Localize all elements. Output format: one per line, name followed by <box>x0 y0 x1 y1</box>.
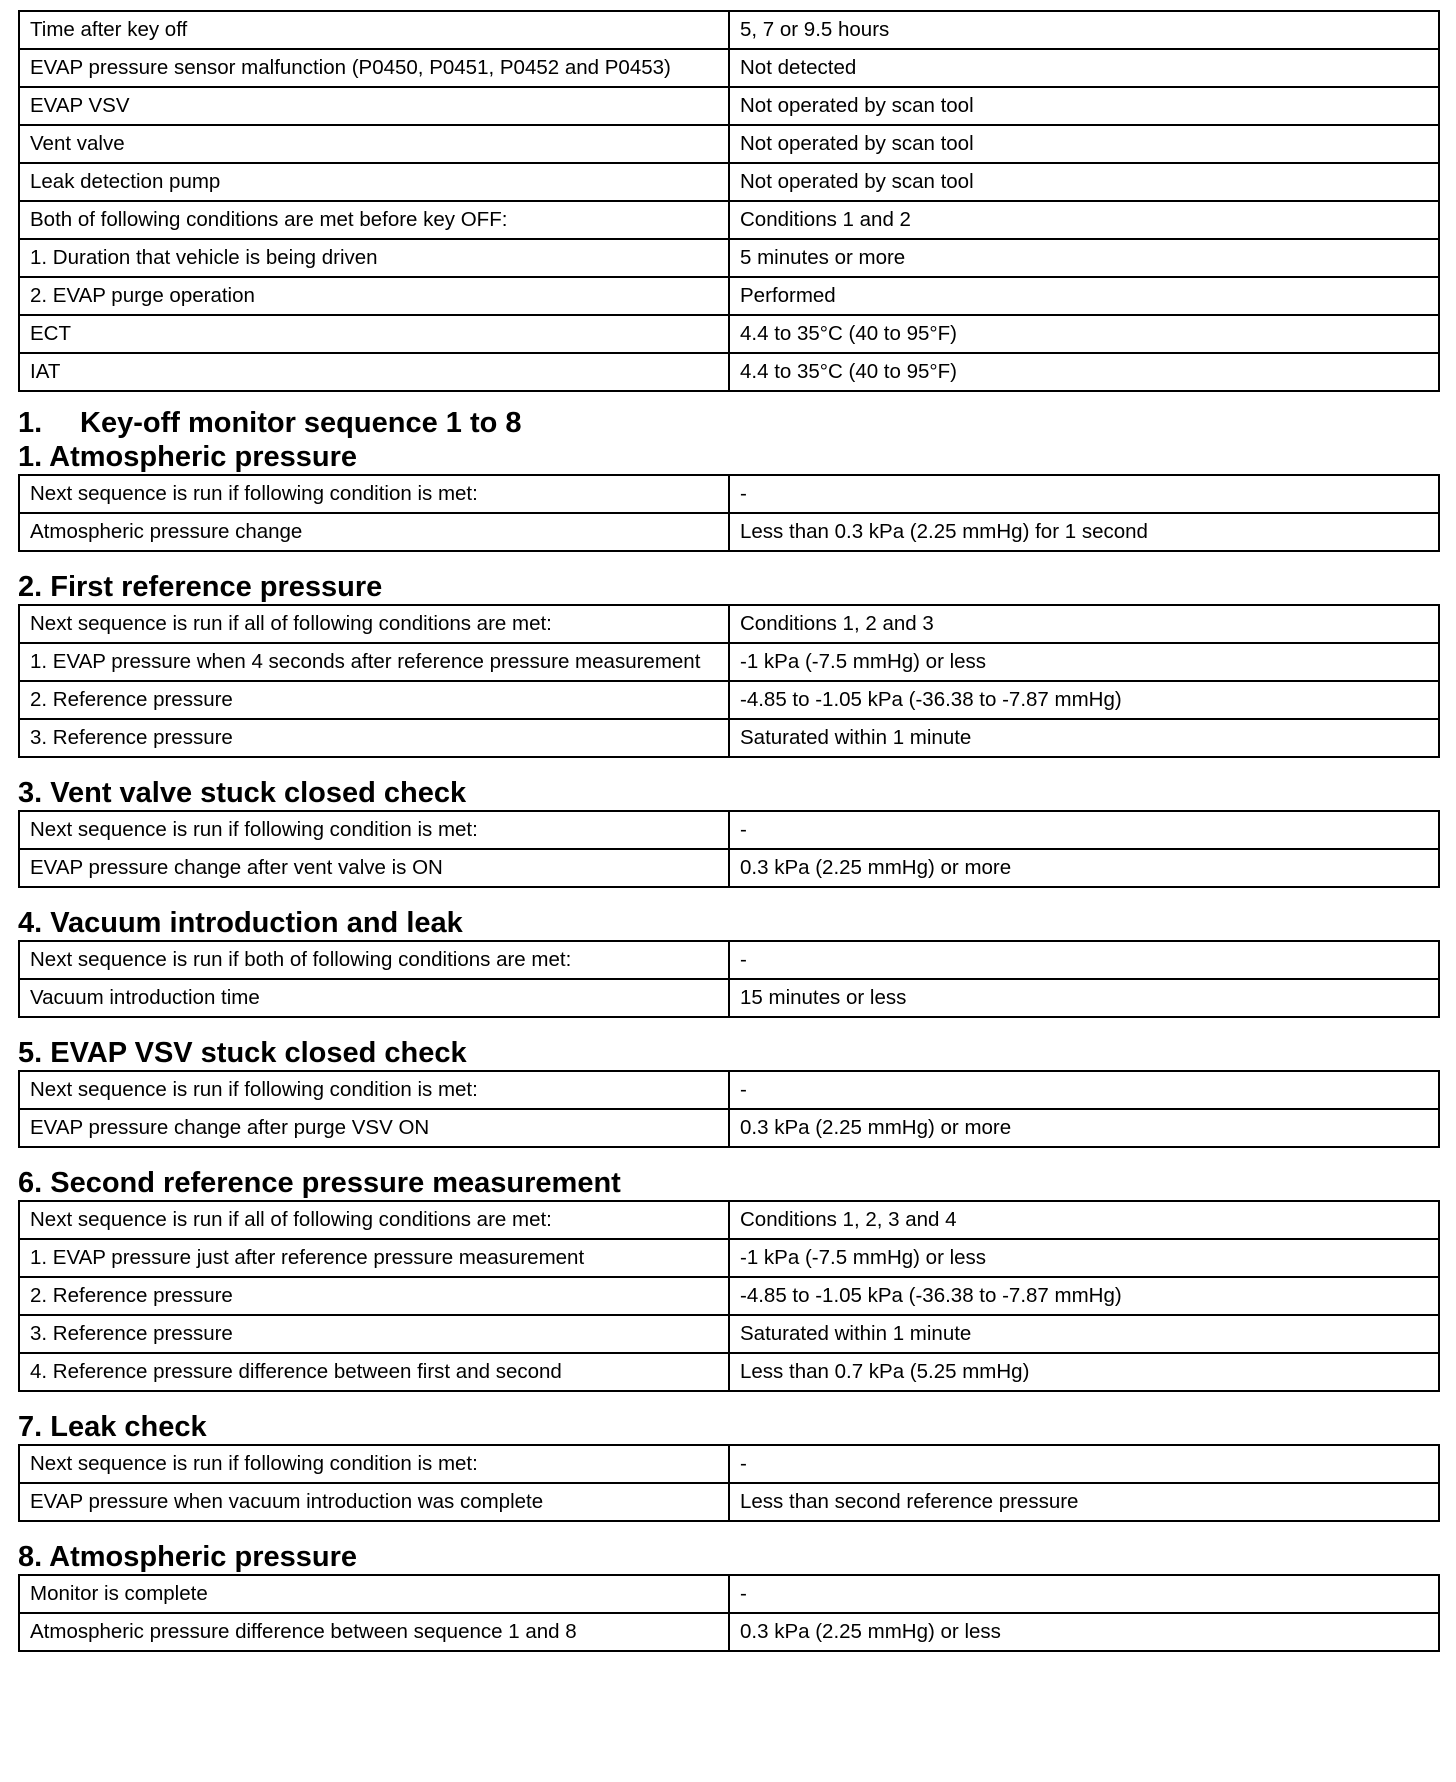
table-row <box>19 1239 1439 1277</box>
section-table <box>18 1070 1440 1148</box>
table-row <box>19 941 1439 979</box>
section-table <box>18 940 1440 1018</box>
table-row <box>19 353 1439 391</box>
section-table <box>18 1200 1440 1392</box>
condition-cell: Next sequence is run if following condition is met: <box>19 1445 729 1483</box>
condition-cell: Next sequence is run if all of following conditions are met: <box>19 605 729 643</box>
value-cell: Performed <box>729 277 1439 315</box>
value-cell: Conditions 1, 2, 3 and 4 <box>729 1201 1439 1239</box>
table-row <box>19 49 1439 87</box>
condition-cell: Next sequence is run if following condition is met: <box>19 811 729 849</box>
value-cell: Not operated by scan tool <box>729 163 1439 201</box>
section-table <box>18 474 1440 552</box>
condition-cell: Next sequence is run if following condition is met: <box>19 1071 729 1109</box>
condition-cell: 2. Reference pressure <box>19 1277 729 1315</box>
condition-cell: EVAP pressure sensor malfunction (P0450, P0451, P0452 and P0453) <box>19 49 729 87</box>
table-row <box>19 811 1439 849</box>
condition-cell: Vent valve <box>19 125 729 163</box>
value-cell: 0.3 kPa (2.25 mmHg) or more <box>729 849 1439 887</box>
condition-cell: Next sequence is run if both of following conditions are met: <box>19 941 729 979</box>
condition-cell: IAT <box>19 353 729 391</box>
table-row <box>19 979 1439 1017</box>
spacer <box>18 1522 1440 1540</box>
condition-cell: 3. Reference pressure <box>19 1315 729 1353</box>
table-row <box>19 1445 1439 1483</box>
table-row <box>19 1353 1439 1391</box>
value-cell: 5, 7 or 9.5 hours <box>729 11 1439 49</box>
spacer <box>18 888 1440 906</box>
document-page <box>18 10 1440 1652</box>
condition-cell: EVAP VSV <box>19 87 729 125</box>
section-table <box>18 1444 1440 1522</box>
condition-cell: Atmospheric pressure change <box>19 513 729 551</box>
condition-cell: EVAP pressure when vacuum introduction was complete <box>19 1483 729 1521</box>
value-cell: Not detected <box>729 49 1439 87</box>
value-cell: -4.85 to -1.05 kPa (-36.38 to -7.87 mmHg) <box>729 681 1439 719</box>
table-row <box>19 1071 1439 1109</box>
main-heading-text: Key-off monitor sequence 1 to 8 <box>80 407 522 439</box>
value-cell: - <box>729 941 1439 979</box>
spacer <box>18 552 1440 570</box>
table-row <box>19 277 1439 315</box>
value-cell: Not operated by scan tool <box>729 125 1439 163</box>
table-row <box>19 163 1439 201</box>
value-cell: - <box>729 1445 1439 1483</box>
value-cell: - <box>729 811 1439 849</box>
condition-cell: 1. EVAP pressure just after reference pressure measurement <box>19 1239 729 1277</box>
value-cell: Less than second reference pressure <box>729 1483 1439 1521</box>
section-title: 1. Atmospheric pressure <box>18 441 357 473</box>
table-row <box>19 681 1439 719</box>
condition-cell: 2. EVAP purge operation <box>19 277 729 315</box>
value-cell: Less than 0.7 kPa (5.25 mmHg) <box>729 1353 1439 1391</box>
section-title: 8. Atmospheric pressure <box>18 1541 357 1573</box>
value-cell: Not operated by scan tool <box>729 87 1439 125</box>
condition-cell: 2. Reference pressure <box>19 681 729 719</box>
value-cell: - <box>729 1575 1439 1613</box>
table-row <box>19 1613 1439 1651</box>
section-title: 5. EVAP VSV stuck closed check <box>18 1037 467 1069</box>
section-table <box>18 810 1440 888</box>
main-heading-number: 1. <box>18 407 43 439</box>
condition-cell: EVAP pressure change after vent valve is ON <box>19 849 729 887</box>
value-cell: 4.4 to 35°C (40 to 95°F) <box>729 353 1439 391</box>
section-table <box>18 1574 1440 1652</box>
main-heading <box>18 406 1440 440</box>
condition-cell: 1. Duration that vehicle is being driven <box>19 239 729 277</box>
table-row <box>19 719 1439 757</box>
table-row <box>19 87 1439 125</box>
condition-cell: EVAP pressure change after purge VSV ON <box>19 1109 729 1147</box>
value-cell: - <box>729 1071 1439 1109</box>
table-row <box>19 1201 1439 1239</box>
table-row <box>19 201 1439 239</box>
condition-cell: Time after key off <box>19 11 729 49</box>
condition-cell: ECT <box>19 315 729 353</box>
preconditions-table <box>18 10 1440 392</box>
spacer <box>18 1018 1440 1036</box>
table-row <box>19 1277 1439 1315</box>
spacer <box>18 392 1440 406</box>
table-row <box>19 1315 1439 1353</box>
condition-cell: Both of following conditions are met before key OFF: <box>19 201 729 239</box>
value-cell: 0.3 kPa (2.25 mmHg) or more <box>729 1109 1439 1147</box>
condition-cell: Atmospheric pressure difference between sequence 1 and 8 <box>19 1613 729 1651</box>
condition-cell: 1. EVAP pressure when 4 seconds after reference pressure measurement <box>19 643 729 681</box>
section-title: 2. First reference pressure <box>18 571 383 603</box>
table-row <box>19 315 1439 353</box>
value-cell: 5 minutes or more <box>729 239 1439 277</box>
spacer <box>18 758 1440 776</box>
table-row <box>19 1483 1439 1521</box>
table-row <box>19 239 1439 277</box>
condition-cell: Vacuum introduction time <box>19 979 729 1017</box>
section-title: 4. Vacuum introduction and leak <box>18 907 463 939</box>
condition-cell: 4. Reference pressure difference between first and second <box>19 1353 729 1391</box>
condition-cell: Leak detection pump <box>19 163 729 201</box>
value-cell: 4.4 to 35°C (40 to 95°F) <box>729 315 1439 353</box>
table-row <box>19 605 1439 643</box>
value-cell: -1 kPa (-7.5 mmHg) or less <box>729 643 1439 681</box>
section-title: 7. Leak check <box>18 1411 207 1443</box>
table-row <box>19 849 1439 887</box>
sections-container <box>18 440 1440 1652</box>
value-cell: Conditions 1, 2 and 3 <box>729 605 1439 643</box>
table-row <box>19 1109 1439 1147</box>
table-row <box>19 513 1439 551</box>
value-cell: 15 minutes or less <box>729 979 1439 1017</box>
value-cell: Less than 0.3 kPa (2.25 mmHg) for 1 second <box>729 513 1439 551</box>
section-table <box>18 604 1440 758</box>
condition-cell: 3. Reference pressure <box>19 719 729 757</box>
section-title: 6. Second reference pressure measurement <box>18 1167 621 1199</box>
value-cell: - <box>729 475 1439 513</box>
table-row <box>19 475 1439 513</box>
spacer <box>18 1392 1440 1410</box>
section-title: 3. Vent valve stuck closed check <box>18 777 467 809</box>
table-row <box>19 643 1439 681</box>
value-cell: -4.85 to -1.05 kPa (-36.38 to -7.87 mmHg) <box>729 1277 1439 1315</box>
spacer <box>18 1148 1440 1166</box>
value-cell: -1 kPa (-7.5 mmHg) or less <box>729 1239 1439 1277</box>
value-cell: Saturated within 1 minute <box>729 1315 1439 1353</box>
condition-cell: Next sequence is run if all of following conditions are met: <box>19 1201 729 1239</box>
value-cell: 0.3 kPa (2.25 mmHg) or less <box>729 1613 1439 1651</box>
table-row <box>19 11 1439 49</box>
value-cell: Saturated within 1 minute <box>729 719 1439 757</box>
condition-cell: Monitor is complete <box>19 1575 729 1613</box>
value-cell: Conditions 1 and 2 <box>729 201 1439 239</box>
condition-cell: Next sequence is run if following condition is met: <box>19 475 729 513</box>
table-row <box>19 1575 1439 1613</box>
table-row <box>19 125 1439 163</box>
